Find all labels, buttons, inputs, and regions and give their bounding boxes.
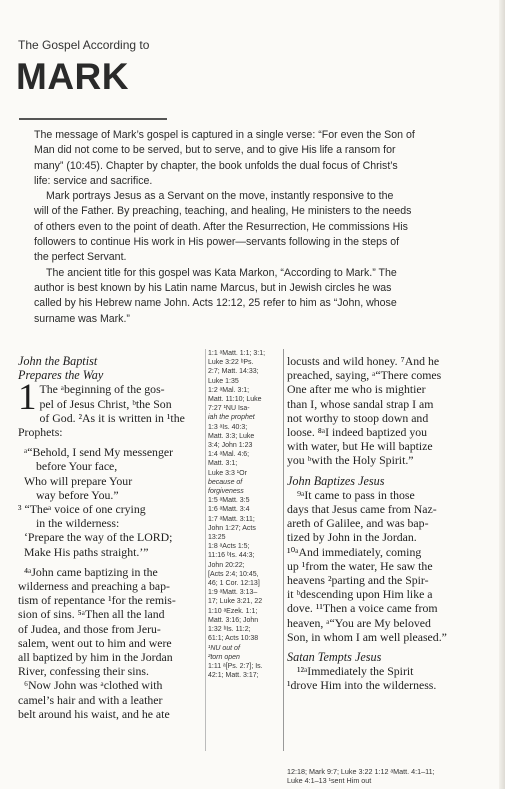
cross-reference: Luke 1:35 xyxy=(208,377,239,385)
verse-line: with water, but He will baptize xyxy=(287,439,433,454)
verse-line: ⁴ᵃJohn came baptizing in the xyxy=(24,564,158,579)
verse-line: One after me who is mightier xyxy=(287,382,426,397)
verse-line: of Judea, and those from Jeru- xyxy=(18,621,161,636)
cross-reference: Matt. 3:1; xyxy=(208,460,238,468)
page-edge xyxy=(499,0,505,789)
verse-line: River, confessing their sins. xyxy=(18,664,149,679)
verse-line: before Your face, xyxy=(36,459,118,474)
cross-reference: 46; 1 Cor. 12:13] xyxy=(208,580,260,588)
verse-line: sion of sins. ⁵ᵃThen all the land xyxy=(18,607,165,622)
book-supertitle: The Gospel According to xyxy=(18,38,150,52)
intro-line: The message of Mark’s gospel is captured in a single verse: “For even the Son of xyxy=(34,129,415,141)
cross-reference: 7:27 ¹NU Isa- xyxy=(208,405,250,413)
cross-reference: 1:2 ᵃMal. 3:1; xyxy=(208,386,250,394)
chapter-number: 1 xyxy=(18,377,37,419)
verse-line: areth of Galilee, and was bap- xyxy=(287,516,429,531)
footnote-line: 12:18; Mark 9:7; Luke 3:22 1:12 ᵃMatt. 4:1–11; xyxy=(287,767,435,776)
cross-reference: 1:32 ᵇIs. 11:2; xyxy=(208,626,251,634)
cross-reference: 1:3 ᵃIs. 40:3; xyxy=(208,423,248,431)
intro-line: the perfect Servant. xyxy=(34,251,127,264)
verse-line: belt around his waist, and he ate xyxy=(18,706,170,721)
verse-line: Prophets: xyxy=(18,425,63,440)
intro-line: of others even to the point of death. After the Resurrection, He commissions His xyxy=(34,220,408,233)
verse-line: all baptized by him in the Jordan xyxy=(18,650,173,665)
verse-line: tism of repentance ¹for the remis- xyxy=(18,593,176,608)
verse-line: locusts and wild honey. ⁷And he xyxy=(287,354,440,368)
column-divider xyxy=(205,349,206,751)
verse-line: wilderness and preaching a bap- xyxy=(18,579,170,594)
verse-line: it ᵇdescending upon Him like a xyxy=(287,587,433,602)
column-divider xyxy=(283,349,284,751)
verse-line: camel’s hair and with a leather xyxy=(18,692,163,707)
verse-line: of God. ²As it is written in ¹the xyxy=(39,410,185,425)
book-introduction xyxy=(34,128,486,327)
cross-reference: 11:16 ᵇIs. 44:3; xyxy=(208,552,255,560)
verse-line: heaven, ᵃ“You are My beloved xyxy=(287,615,431,630)
cross-reference: 1:10 ᵃEzek. 1:1; xyxy=(208,607,258,615)
intro-line: life: service and sacrifice. xyxy=(34,174,153,187)
intro-line: author is best known by his Latin name Marcus, but in Jewish circles he was xyxy=(34,281,392,294)
cross-reference: 13:25 xyxy=(208,534,226,542)
cross-reference: 1:4 ᵃMal. 4:6; xyxy=(208,451,250,459)
verse-line: ³ “Theᵃ voice of one crying xyxy=(18,502,146,517)
verse-line: than I, whose sandal strap I am xyxy=(287,396,434,411)
cross-reference: John 20:22; xyxy=(208,561,245,569)
intro-line: followers to continue His work in His power—servants following in the steps of xyxy=(34,236,400,249)
cross-reference: John 1:27; Acts xyxy=(208,524,256,532)
intro-line: surname was Mark.” xyxy=(34,312,130,325)
intro-line: will of the Father. By preaching, teaching, and healing, He ministers to the needs xyxy=(34,205,412,218)
verse-line: way before You.” xyxy=(36,487,119,502)
verse-line: in the wilderness: xyxy=(36,516,120,531)
cross-reference: 3:4; John 1:23 xyxy=(208,442,253,450)
cross-reference: 1:1 ᵃMatt. 1:1; 3:1; xyxy=(208,350,266,357)
cross-reference: 2:7; Matt. 14:33; xyxy=(208,368,259,376)
cross-reference: Matt. 3:3; Luke xyxy=(208,432,255,440)
cross-reference: ²torn open xyxy=(208,653,240,661)
title-rule xyxy=(19,118,167,120)
verse-line: Who will prepare Your xyxy=(24,473,133,488)
section-heading: Prepares the Way xyxy=(18,368,104,383)
section-heading: Satan Tempts Jesus xyxy=(287,650,382,665)
verse-line: ¹²ᵃImmediately the Spirit xyxy=(297,664,414,679)
cross-reference: 1:9 ᵃMatt. 3:13– xyxy=(208,589,258,597)
verse-line: ¹⁰ᵃAnd immediately, coming xyxy=(287,544,422,559)
cross-reference: 61:1; Acts 10:38 xyxy=(208,635,259,643)
verse-line: tized by John in the Jordan. xyxy=(287,530,417,545)
verse-line: up ¹from the water, He saw the xyxy=(287,558,433,573)
cross-reference: iah the prophet xyxy=(208,414,255,422)
cross-reference: Matt. 11:10; Luke xyxy=(208,396,262,404)
verse-line: salem, went out to him and were xyxy=(18,635,172,650)
cross-reference: 1:11 ᵃ[Ps. 2:7]; Is. xyxy=(208,662,263,670)
verse-line: ⁶Now John was ᵃclothed with xyxy=(24,678,163,693)
intro-line: The ancient title for this gospel was Kata Markon, “According to Mark.” The xyxy=(46,266,397,279)
cross-reference: Luke 3:3 ¹Or xyxy=(208,469,247,477)
cross-reference: 42:1; Matt. 3:17; xyxy=(208,672,259,680)
verse-block xyxy=(18,377,204,440)
verse-line: you ᵇwith the Holy Spirit.” xyxy=(287,453,414,468)
cross-reference-column xyxy=(208,349,282,680)
verse-line: The ᵃbeginning of the gos- xyxy=(39,382,165,397)
cross-reference: Matt. 3:16; John xyxy=(208,616,259,624)
footnote-area xyxy=(287,767,482,786)
cross-reference: 1:6 ᵃMatt. 3:4 xyxy=(208,506,250,514)
verse-line: not worthy to stoop down and xyxy=(287,410,429,425)
verse-line: preached, saying, ᵃ“There comes xyxy=(287,368,442,383)
cross-reference: 1:5 ᵃMatt. 3:5 xyxy=(208,497,250,505)
verse-line: Make His paths straight.’” xyxy=(24,544,149,559)
book-title: MARK xyxy=(16,56,129,97)
intro-line: called by his Hebrew name John. Acts 12:12, 25 refer to him as “John, whose xyxy=(34,297,397,310)
footnote-line: Luke 4:1–13 ¹sent Him out xyxy=(287,776,372,786)
verse-line: dove. ¹¹Then a voice came from xyxy=(287,601,438,616)
intro-line: many” (10:45). Chapter by chapter, the book unfolds the dual focus of Christ’s xyxy=(34,159,398,172)
verse-line: ⁹ᵃIt came to pass in those xyxy=(297,487,415,502)
intro-line: Man did not come to be served, but to serve, and to give His life a ransom for xyxy=(34,144,396,157)
text-column-right xyxy=(287,354,480,693)
verse-line: days that Jesus came from Naz- xyxy=(287,502,437,517)
cross-reference: 17; Luke 3:21, 22 xyxy=(208,598,263,606)
verse-line: pel of Jesus Christ, ᵇthe Son xyxy=(39,396,172,411)
section-heading: John the Baptist xyxy=(18,354,98,368)
cross-reference: 1:8 ᵃActs 1:5; xyxy=(208,543,250,551)
verse-line: ᵃ“Behold, I send My messenger xyxy=(24,445,174,460)
cross-reference: because of xyxy=(208,478,243,486)
verse-line: loose. ⁸ᵃI indeed baptized you xyxy=(287,425,428,440)
intro-line: Mark portrays Jesus as a Servant on the move, instantly responsive to the xyxy=(46,190,394,203)
section-heading: John Baptizes Jesus xyxy=(287,473,385,488)
verse-line: Son, in whom I am well pleased.” xyxy=(287,629,447,644)
cross-reference: [Acts 2:4; 10:45, xyxy=(208,570,259,578)
quotation-poetry xyxy=(18,445,204,559)
cross-reference: forgiveness xyxy=(208,488,244,496)
cross-reference: ¹NU out of xyxy=(208,644,240,652)
cross-reference: Luke 3:22 ᵇPs. xyxy=(208,359,254,367)
verse-line: heavens ²parting and the Spir- xyxy=(287,573,429,588)
text-column-left xyxy=(18,354,204,721)
cross-reference: 1:7 ᵃMatt. 3:11; xyxy=(208,515,255,523)
verse-line: ‘Prepare the way of the LORD; xyxy=(24,530,173,545)
verse-line: ¹drove Him into the wilderness. xyxy=(287,678,437,693)
